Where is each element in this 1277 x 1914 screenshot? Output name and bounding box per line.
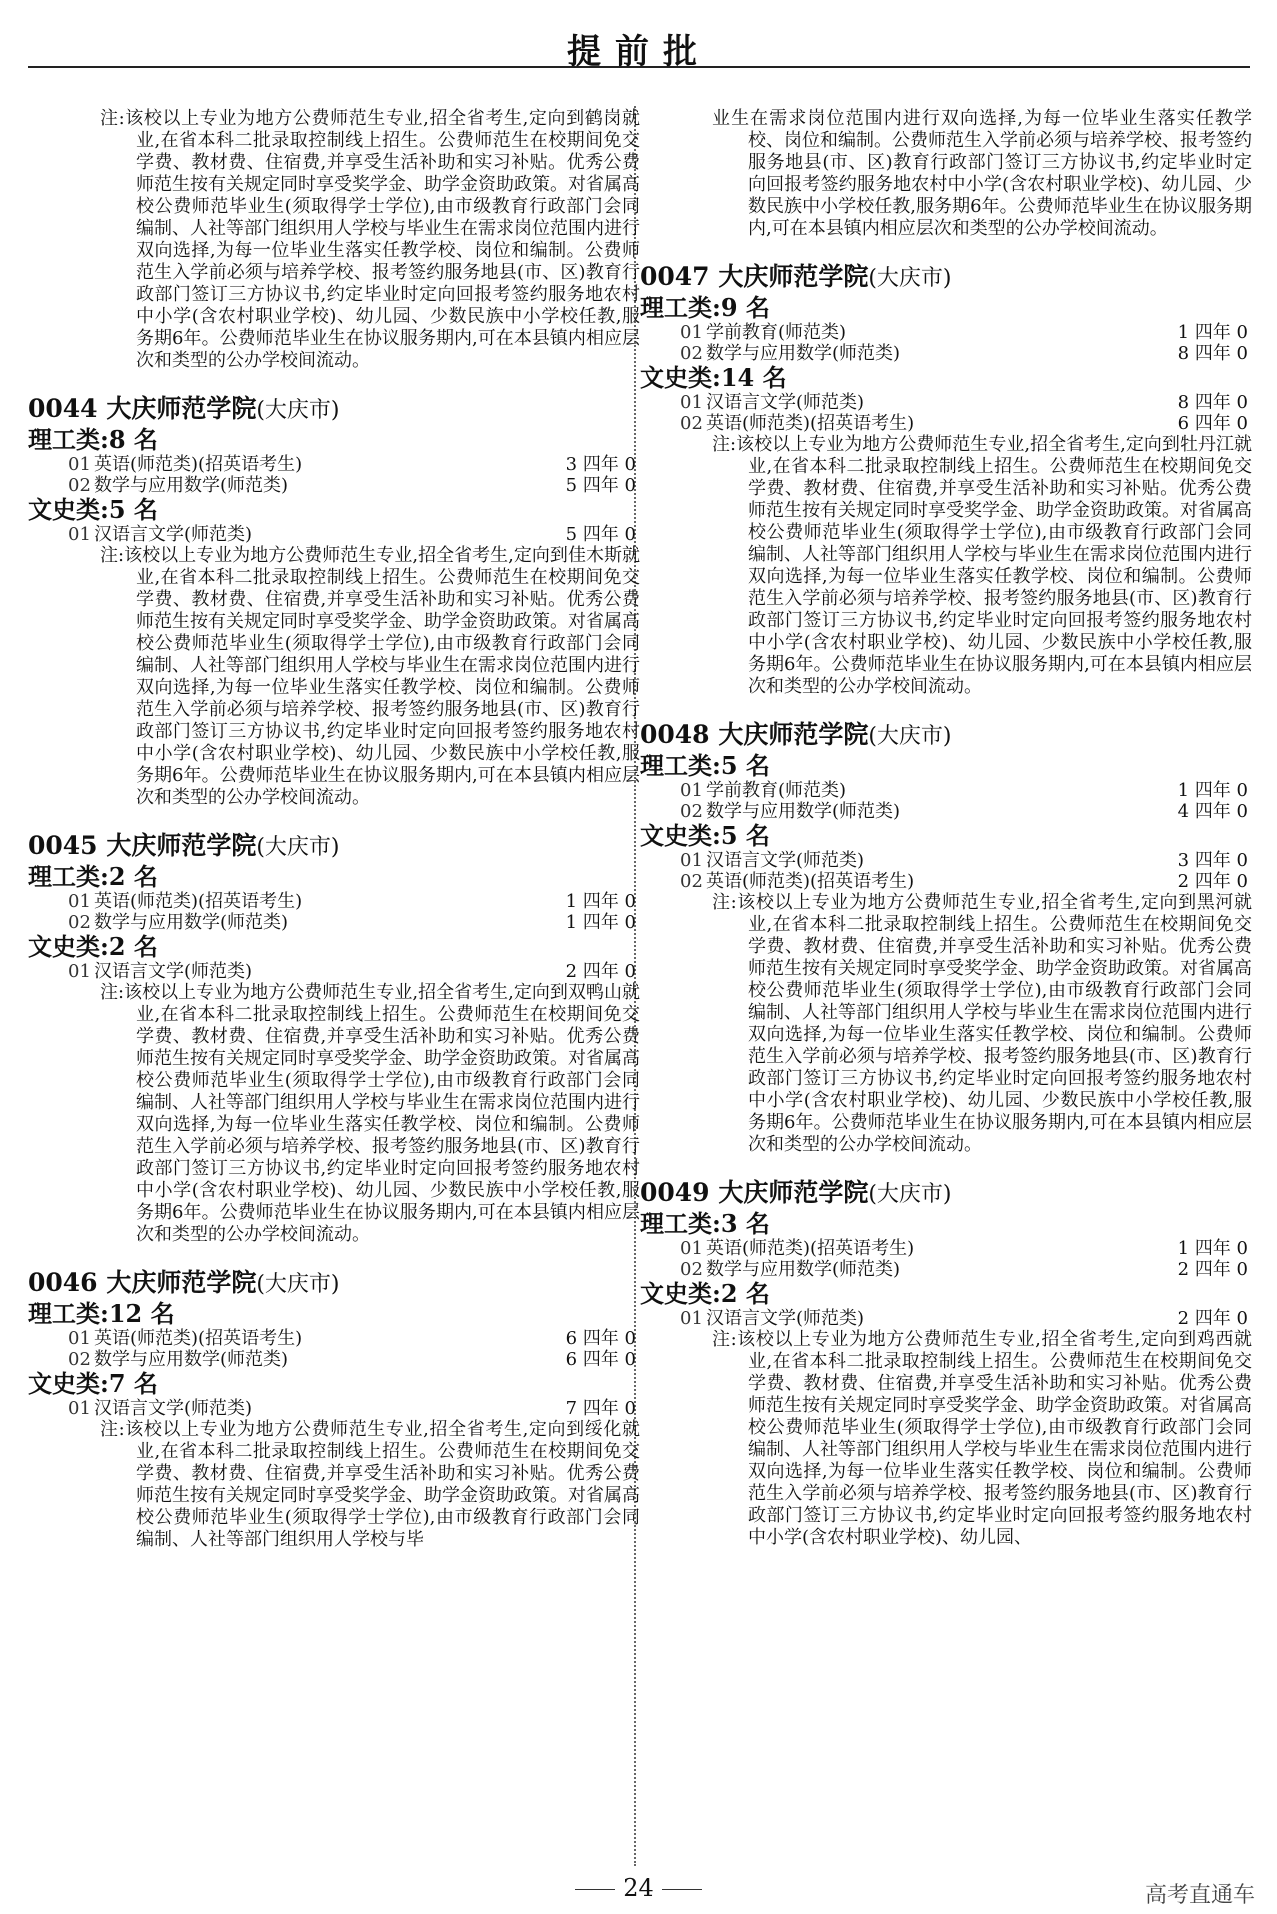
footer-rule [662,1889,702,1890]
school-heading [28,1268,640,1300]
page-number: 24 [623,1874,654,1902]
school-heading [28,831,640,863]
major-left [68,912,288,933]
school-heading [640,1178,1252,1210]
major-name: 数学与应用数学(师范类) [94,1349,289,1370]
major-code: 01 [680,1238,703,1259]
section-gap [28,1246,640,1262]
major-left [68,1349,288,1370]
major-code: 01 [68,961,91,982]
major-left [68,524,252,545]
major-code: 02 [680,871,703,892]
major-row [640,322,1252,343]
major-name: 数学与应用数学(师范类) [94,912,289,933]
major-code: 01 [680,1308,703,1329]
major-code: 01 [680,780,703,801]
school-name: 大庆师范学院 [106,1268,257,1297]
category-label: 理工类:5 名 [640,751,770,780]
major-left [68,475,288,496]
section-gap [640,240,1252,256]
major-name: 汉语言文学(师范类) [94,1398,253,1419]
school-name: 大庆师范学院 [106,394,257,423]
major-meta: 2 四年 0 [1177,1308,1248,1329]
major-meta: 5 四年 0 [565,524,636,545]
category-label: 文史类:5 名 [28,495,158,524]
intro-note: 注:该校以上专业为地方公费师范生专业,招全省考生,定向到鹤岗就业,在省本科二批录取控制线上招生。公费师范生在校期间免交学费、教材费、住宿费,并享受生活补助和实习补贴。优秀公费师范生按有关规定同时享受奖学金、助学金资助政策。对省属高校公费师范毕业生(须取得学士学位),由市级教育行政部门会同编制、人社等部门组织用人学校与毕业生在需求岗位范围内进行双向选择,为每一位毕业生落实任教学校、岗位和编制。公费师范生入学前必须与培养学校、报考签约服务地县(市、区)教育行政部门签订三方协议书,约定毕业时定向回报考签约服务地农村中小学(含农村职业学校)、幼儿园、少数民族中小学校任教,服务期6年。公费师范毕业生在协议服务期内,可在本县镇内相应层次和类型的公办学校间流动。 [100,108,640,371]
left-column [28,108,640,1551]
major-name: 英语(师范类)(招英语考生) [94,891,303,912]
major-code: 02 [680,801,703,822]
category-label: 理工类:8 名 [28,425,158,454]
major-name: 汉语言文学(师范类) [706,1308,865,1329]
major-meta: 1 四年 0 [1177,780,1248,801]
category-label: 文史类:7 名 [28,1369,158,1398]
category-label: 理工类:3 名 [640,1209,770,1238]
major-meta: 7 四年 0 [565,1398,636,1419]
major-row [28,912,640,933]
page-title: 提前批 [567,32,711,72]
school-name: 大庆师范学院 [718,1178,869,1207]
major-meta: 6 四年 0 [565,1328,636,1349]
major-left [68,1328,302,1349]
school-heading [640,262,1252,294]
major-name: 数学与应用数学(师范类) [706,343,901,364]
intro-note: 业生在需求岗位范围内进行双向选择,为每一位毕业生落实任教学校、岗位和编制。公费师范生入学前必须与培养学校、报考签约服务地县(市、区)教育行政部门签订三方协议书,约定毕业时定向回报考签约服务地农村中小学(含农村职业学校)、幼儿园、少数民族中小学校任教,服务期6年。公费师范毕业生在协议服务期内,可在本县镇内相应层次和类型的公办学校间流动。 [712,108,1252,239]
major-code: 02 [680,413,703,434]
major-name: 数学与应用数学(师范类) [94,475,289,496]
major-row [28,454,640,475]
category-label: 理工类:12 名 [28,1299,175,1328]
school-name: 大庆师范学院 [106,831,257,860]
major-left [68,454,302,475]
school-list [640,240,1252,1549]
major-row [640,413,1252,434]
major-row [640,801,1252,822]
major-meta: 4 四年 0 [1177,801,1248,822]
major-code: 01 [68,454,91,475]
category-label: 理工类:9 名 [640,293,770,322]
school-code: 0044 [28,394,98,423]
major-meta: 2 四年 0 [1177,871,1248,892]
major-name: 数学与应用数学(师范类) [706,801,901,822]
major-code: 02 [68,475,91,496]
category-label: 文史类:2 名 [28,932,158,961]
major-left [680,343,900,364]
page-header [28,20,1250,72]
major-row [28,1328,640,1349]
major-row [28,891,640,912]
major-row [640,1259,1252,1280]
major-meta: 1 四年 0 [1177,1238,1248,1259]
major-name: 汉语言文学(师范类) [706,392,865,413]
major-left [68,1398,252,1419]
major-name: 学前教育(师范类) [706,780,847,801]
major-meta: 3 四年 0 [565,454,636,475]
school-city: (大庆市) [256,835,340,860]
major-row [640,1308,1252,1329]
major-name: 英语(师范类)(招英语考生) [94,454,303,475]
school-list [28,372,640,1551]
major-name: 汉语言文学(师范类) [94,961,253,982]
section-gap [28,809,640,825]
major-left [68,891,302,912]
school-heading [640,720,1252,752]
major-meta: 8 四年 0 [1177,392,1248,413]
major-row [640,343,1252,364]
major-meta: 6 四年 0 [1177,413,1248,434]
school-name: 大庆师范学院 [718,262,869,291]
major-code: 01 [68,1398,91,1419]
school-note: 注:该校以上专业为地方公费师范生专业,招全省考生,定向到佳木斯就业,在省本科二批录取控制线上招生。公费师范生在校期间免交学费、教材费、住宿费,并享受生活补助和实习补贴。优秀公费师范生按有关规定同时享受奖学金、助学金资助政策。对省属高校公费师范毕业生(须取得学士学位),由市级教育行政部门会同编制、人社等部门组织用人学校与毕业生在需求岗位范围内进行双向选择,为每一位毕业生落实任教学校、岗位和编制。公费师范生入学前必须与培养学校、报考签约服务地县(市、区)教育行政部门签订三方协议书,约定毕业时定向回报考签约服务地农村中小学(含农村职业学校)、幼儿园、少数民族中小学校任教,服务期6年。公费师范毕业生在协议服务期内,可在本县镇内相应层次和类型的公办学校间流动。 [100,545,640,808]
major-left [680,850,864,871]
major-left [680,1238,914,1259]
school-note: 注:该校以上专业为地方公费师范生专业,招全省考生,定向到牡丹江就业,在省本科二批录取控制线上招生。公费师范生在校期间免交学费、教材费、住宿费,并享受生活补助和实习补贴。优秀公费师范生按有关规定同时享受奖学金、助学金资助政策。对省属高校公费师范毕业生(须取得学士学位),由市级教育行政部门会同编制、人社等部门组织用人学校与毕业生在需求岗位范围内进行双向选择,为每一位毕业生落实任教学校、岗位和编制。公费师范生入学前必须与培养学校、报考签约服务地县(市、区)教育行政部门签订三方协议书,约定毕业时定向回报考签约服务地农村中小学(含农村职业学校)、幼儿园、少数民族中小学校任教,服务期6年。公费师范毕业生在协议服务期内,可在本县镇内相应层次和类型的公办学校间流动。 [712,434,1252,697]
major-row [28,1349,640,1370]
major-left [680,780,846,801]
major-meta: 1 四年 0 [1177,322,1248,343]
school-code: 0046 [28,1268,98,1297]
major-row [28,1398,640,1419]
major-row [28,961,640,982]
school-name: 大庆师范学院 [718,720,869,749]
major-code: 02 [68,912,91,933]
major-row [640,1238,1252,1259]
school-code: 0048 [640,720,710,749]
category-label: 文史类:5 名 [640,821,770,850]
major-name: 汉语言文学(师范类) [94,524,253,545]
major-meta: 8 四年 0 [1177,343,1248,364]
school-city: (大庆市) [256,398,340,423]
category-label: 文史类:2 名 [640,1279,770,1308]
major-code: 01 [680,322,703,343]
school-city: (大庆市) [256,1272,340,1297]
major-row [640,392,1252,413]
section-gap [640,1156,1252,1172]
major-name: 数学与应用数学(师范类) [706,1259,901,1280]
major-name: 英语(师范类)(招英语考生) [706,1238,915,1259]
school-city: (大庆市) [868,1182,952,1207]
school-heading [28,394,640,426]
major-name: 学前教育(师范类) [706,322,847,343]
major-meta: 2 四年 0 [1177,1259,1248,1280]
page-footer [0,1874,1277,1902]
major-name: 汉语言文学(师范类) [706,850,865,871]
major-meta: 1 四年 0 [565,891,636,912]
major-left [68,961,252,982]
category-label: 理工类:2 名 [28,862,158,891]
major-left [680,1308,864,1329]
section-gap [28,372,640,388]
major-code: 01 [680,850,703,871]
major-name: 英语(师范类)(招英语考生) [94,1328,303,1349]
major-row [640,871,1252,892]
school-city: (大庆市) [868,266,952,291]
major-left [680,322,846,343]
school-note: 注:该校以上专业为地方公费师范生专业,招全省考生,定向到鸡西就业,在省本科二批录取控制线上招生。公费师范生在校期间免交学费、教材费、住宿费,并享受生活补助和实习补贴。优秀公费师范生按有关规定同时享受奖学金、助学金资助政策。对省属高校公费师范毕业生(须取得学士学位),由市级教育行政部门会同编制、人社等部门组织用人学校与毕业生在需求岗位范围内进行双向选择,为每一位毕业生落实任教学校、岗位和编制。公费师范生入学前必须与培养学校、报考签约服务地县(市、区)教育行政部门签订三方协议书,约定毕业时定向回报考签约服务地农村中小学(含农村职业学校)、幼儿园、 [712,1329,1252,1548]
brand-watermark: 高考直通车 [1144,1883,1255,1908]
major-left [680,1259,900,1280]
category-label: 文史类:14 名 [640,363,787,392]
major-code: 01 [68,891,91,912]
section-gap [640,698,1252,714]
major-meta: 1 四年 0 [565,912,636,933]
school-code: 0049 [640,1178,710,1207]
school-code: 0045 [28,831,98,860]
major-row [28,475,640,496]
major-code: 02 [68,1349,91,1370]
major-code: 02 [680,1259,703,1280]
school-note: 注:该校以上专业为地方公费师范生专业,招全省考生,定向到双鸭山就业,在省本科二批录取控制线上招生。公费师范生在校期间免交学费、教材费、住宿费,并享受生活补助和实习补贴。优秀公费师范生按有关规定同时享受奖学金、助学金资助政策。对省属高校公费师范毕业生(须取得学士学位),由市级教育行政部门会同编制、人社等部门组织用人学校与毕业生在需求岗位范围内进行双向选择,为每一位毕业生落实任教学校、岗位和编制。公费师范生入学前必须与培养学校、报考签约服务地县(市、区)教育行政部门签订三方协议书,约定毕业时定向回报考签约服务地农村中小学(含农村职业学校)、幼儿园、少数民族中小学校任教,服务期6年。公费师范毕业生在协议服务期内,可在本县镇内相应层次和类型的公办学校间流动。 [100,982,640,1245]
major-name: 英语(师范类)(招英语考生) [706,413,915,434]
major-left [680,392,864,413]
major-left [680,801,900,822]
school-code: 0047 [640,262,710,291]
major-code: 01 [68,524,91,545]
footer-rule [575,1889,615,1890]
school-note: 注:该校以上专业为地方公费师范生专业,招全省考生,定向到绥化就业,在省本科二批录取控制线上招生。公费师范生在校期间免交学费、教材费、住宿费,并享受生活补助和实习补贴。优秀公费师范生按有关规定同时享受奖学金、助学金资助政策。对省属高校公费师范毕业生(须取得学士学位),由市级教育行政部门会同编制、人社等部门组织用人学校与毕 [100,1419,640,1550]
major-code: 01 [680,392,703,413]
major-meta: 2 四年 0 [565,961,636,982]
school-city: (大庆市) [868,724,952,749]
school-note: 注:该校以上专业为地方公费师范生专业,招全省考生,定向到黑河就业,在省本科二批录取控制线上招生。公费师范生在校期间免交学费、教材费、住宿费,并享受生活补助和实习补贴。优秀公费师范生按有关规定同时享受奖学金、助学金资助政策。对省属高校公费师范毕业生(须取得学士学位),由市级教育行政部门会同编制、人社等部门组织用人学校与毕业生在需求岗位范围内进行双向选择,为每一位毕业生落实任教学校、岗位和编制。公费师范生入学前必须与培养学校、报考签约服务地县(市、区)教育行政部门签订三方协议书,约定毕业时定向回报考签约服务地农村中小学(含农村职业学校)、幼儿园、少数民族中小学校任教,服务期6年。公费师范毕业生在协议服务期内,可在本县镇内相应层次和类型的公办学校间流动。 [712,892,1252,1155]
major-meta: 3 四年 0 [1177,850,1248,871]
major-meta: 6 四年 0 [565,1349,636,1370]
major-left [680,871,914,892]
major-row [640,780,1252,801]
major-row [640,850,1252,871]
major-meta: 5 四年 0 [565,475,636,496]
major-code: 01 [68,1328,91,1349]
right-column [640,108,1252,1549]
major-code: 02 [680,343,703,364]
major-name: 英语(师范类)(招英语考生) [706,871,915,892]
major-row [28,524,640,545]
major-left [680,413,914,434]
